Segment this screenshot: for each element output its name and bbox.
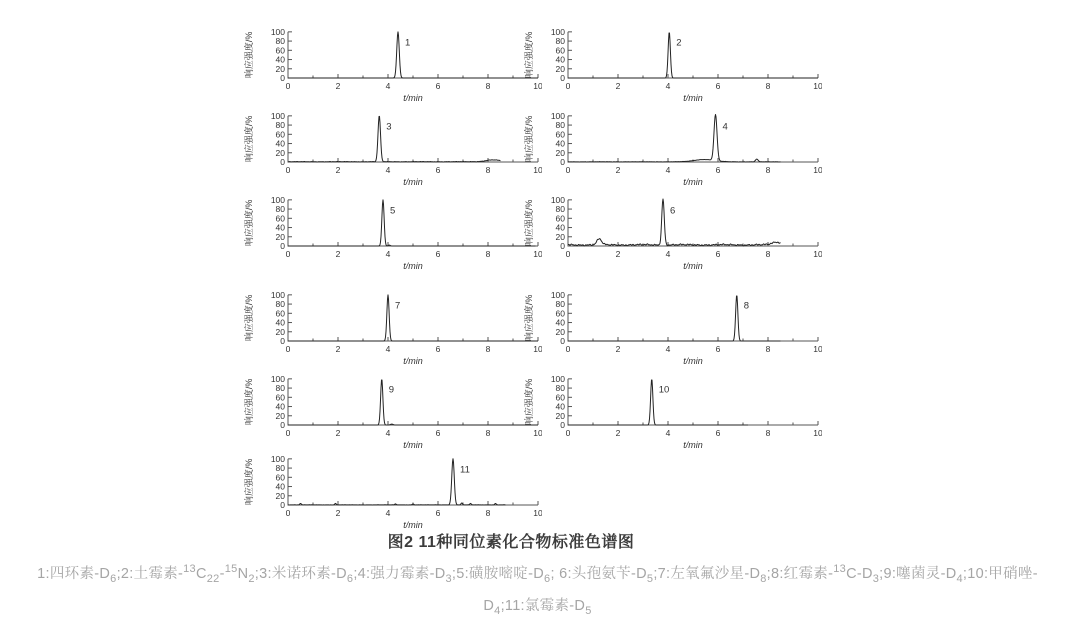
peak-number-label: 10 bbox=[658, 384, 670, 396]
svg-text:2: 2 bbox=[335, 165, 341, 175]
svg-text:6: 6 bbox=[715, 81, 721, 91]
svg-text:4: 4 bbox=[665, 249, 671, 259]
legend-text-segment: ;7:左氧氟沙星-D bbox=[653, 566, 761, 582]
y-axis-label: 响应强度/% bbox=[524, 31, 534, 79]
svg-text:0: 0 bbox=[565, 344, 571, 354]
svg-text:4: 4 bbox=[385, 81, 391, 91]
svg-text:100: 100 bbox=[550, 373, 565, 384]
chromatogram-svg bbox=[242, 192, 542, 272]
chromatogram-svg bbox=[522, 287, 822, 367]
svg-text:2: 2 bbox=[335, 428, 341, 438]
svg-text:60: 60 bbox=[275, 213, 285, 224]
legend-text-segment: ;8:红霉素- bbox=[766, 566, 834, 582]
svg-text:100: 100 bbox=[270, 289, 285, 300]
svg-text:20: 20 bbox=[555, 231, 565, 242]
svg-text:4: 4 bbox=[385, 165, 391, 175]
svg-text:6: 6 bbox=[715, 165, 721, 175]
svg-text:100: 100 bbox=[270, 110, 285, 121]
svg-text:20: 20 bbox=[555, 326, 565, 337]
svg-text:0: 0 bbox=[280, 420, 285, 430]
svg-text:40: 40 bbox=[275, 401, 285, 412]
svg-text:80: 80 bbox=[275, 383, 285, 394]
svg-text:0: 0 bbox=[560, 420, 565, 430]
svg-text:80: 80 bbox=[555, 36, 565, 47]
legend-text-segment: 3 bbox=[445, 572, 452, 585]
svg-text:0: 0 bbox=[565, 165, 571, 175]
svg-text:100: 100 bbox=[550, 26, 565, 37]
legend-text-segment: 4 bbox=[494, 604, 501, 617]
chromatogram-svg bbox=[242, 24, 542, 104]
svg-text:8: 8 bbox=[765, 344, 771, 354]
chromatogram-svg bbox=[242, 108, 542, 188]
chromatogram-trace bbox=[288, 200, 536, 246]
svg-text:80: 80 bbox=[555, 299, 565, 310]
chromatogram-subplot-3 bbox=[242, 108, 542, 188]
chromatogram-subplot-8 bbox=[522, 287, 822, 367]
svg-text:100: 100 bbox=[550, 110, 565, 121]
peak-number-label: 3 bbox=[386, 121, 392, 133]
svg-text:100: 100 bbox=[550, 289, 565, 300]
svg-text:10: 10 bbox=[813, 344, 822, 354]
svg-text:60: 60 bbox=[555, 213, 565, 224]
svg-text:20: 20 bbox=[275, 147, 285, 158]
svg-text:40: 40 bbox=[555, 317, 565, 328]
svg-text:2: 2 bbox=[615, 249, 621, 259]
peak-number-label: 2 bbox=[676, 37, 682, 49]
x-axis-label: t/min bbox=[403, 520, 423, 530]
svg-text:0: 0 bbox=[560, 157, 565, 167]
svg-text:4: 4 bbox=[385, 249, 391, 259]
svg-text:8: 8 bbox=[485, 81, 491, 91]
svg-text:6: 6 bbox=[715, 428, 721, 438]
legend-text-segment: C bbox=[195, 566, 207, 582]
svg-text:100: 100 bbox=[550, 194, 565, 205]
peak-number-label: 1 bbox=[405, 37, 411, 49]
svg-text:40: 40 bbox=[275, 222, 285, 233]
y-axis-label: 响应强度/% bbox=[524, 378, 534, 426]
svg-text:60: 60 bbox=[555, 45, 565, 56]
svg-text:8: 8 bbox=[485, 344, 491, 354]
chromatogram-svg bbox=[242, 451, 542, 531]
svg-text:10: 10 bbox=[813, 165, 822, 175]
chromatogram-subplot-7 bbox=[242, 287, 542, 367]
svg-text:10: 10 bbox=[813, 428, 822, 438]
legend-text-segment: 6 bbox=[110, 572, 117, 585]
svg-text:6: 6 bbox=[435, 344, 441, 354]
chromatogram-trace bbox=[288, 116, 501, 162]
y-axis-label: 响应强度/% bbox=[244, 115, 254, 163]
svg-text:20: 20 bbox=[275, 410, 285, 421]
svg-text:20: 20 bbox=[275, 326, 285, 337]
svg-text:40: 40 bbox=[275, 481, 285, 492]
chromatogram-subplot-1 bbox=[242, 24, 542, 104]
svg-text:2: 2 bbox=[615, 344, 621, 354]
legend-line-1 bbox=[0, 562, 1075, 585]
legend-text-segment: 6 bbox=[346, 572, 354, 585]
legend-text-segment: 8 bbox=[760, 572, 767, 585]
svg-text:0: 0 bbox=[560, 73, 565, 83]
svg-text:0: 0 bbox=[280, 157, 285, 167]
svg-text:8: 8 bbox=[485, 508, 491, 518]
x-axis-label: t/min bbox=[403, 440, 423, 450]
legend-text-segment: ;5:磺胺嘧啶-D bbox=[451, 566, 545, 582]
svg-text:8: 8 bbox=[485, 249, 491, 259]
svg-text:6: 6 bbox=[435, 508, 441, 518]
y-axis-label: 响应强度/% bbox=[244, 294, 254, 342]
svg-text:6: 6 bbox=[435, 81, 441, 91]
svg-text:2: 2 bbox=[615, 428, 621, 438]
svg-text:2: 2 bbox=[335, 249, 341, 259]
svg-text:8: 8 bbox=[765, 81, 771, 91]
svg-text:80: 80 bbox=[555, 383, 565, 394]
svg-text:8: 8 bbox=[485, 428, 491, 438]
svg-text:4: 4 bbox=[665, 165, 671, 175]
svg-text:80: 80 bbox=[275, 463, 285, 474]
chromatogram-trace bbox=[288, 459, 506, 505]
legend-text-segment: ;4:强力霉素-D bbox=[353, 566, 446, 582]
svg-text:0: 0 bbox=[565, 249, 571, 259]
legend-text-segment: 5 bbox=[646, 572, 654, 585]
chromatogram-subplot-10 bbox=[522, 371, 822, 451]
peak-number-label: 5 bbox=[390, 205, 396, 217]
svg-text:0: 0 bbox=[280, 73, 285, 83]
svg-text:6: 6 bbox=[435, 249, 441, 259]
svg-text:60: 60 bbox=[555, 129, 565, 140]
legend-line-2 bbox=[0, 594, 1075, 617]
svg-text:0: 0 bbox=[285, 428, 291, 438]
x-axis-label: t/min bbox=[403, 93, 423, 103]
svg-text:4: 4 bbox=[665, 81, 671, 91]
legend-text-segment: 13 bbox=[833, 563, 847, 576]
svg-text:0: 0 bbox=[285, 81, 291, 91]
x-axis-label: t/min bbox=[403, 261, 423, 271]
svg-text:0: 0 bbox=[560, 241, 565, 251]
x-axis-label: t/min bbox=[683, 261, 703, 271]
y-axis-label: 响应强度/% bbox=[524, 115, 534, 163]
svg-text:0: 0 bbox=[285, 508, 291, 518]
peak-number-label: 8 bbox=[743, 300, 750, 312]
legend-text-segment: 5 bbox=[585, 604, 592, 617]
svg-text:2: 2 bbox=[335, 344, 341, 354]
svg-text:4: 4 bbox=[385, 344, 391, 354]
chromatogram-svg bbox=[242, 371, 542, 451]
x-axis-label: t/min bbox=[683, 177, 703, 187]
svg-text:2: 2 bbox=[335, 508, 341, 518]
svg-text:0: 0 bbox=[565, 428, 571, 438]
svg-text:40: 40 bbox=[555, 222, 565, 233]
svg-text:0: 0 bbox=[280, 336, 285, 346]
chromatogram-trace bbox=[288, 380, 538, 425]
peak-number-label: 11 bbox=[460, 464, 470, 476]
svg-text:4: 4 bbox=[665, 344, 671, 354]
svg-text:60: 60 bbox=[275, 392, 285, 403]
legend-text-segment: 3 bbox=[872, 572, 880, 585]
y-axis-label: 响应强度/% bbox=[244, 378, 254, 426]
peak-number-label: 6 bbox=[670, 205, 676, 217]
svg-text:4: 4 bbox=[665, 428, 671, 438]
svg-text:60: 60 bbox=[555, 308, 565, 319]
svg-text:60: 60 bbox=[275, 472, 285, 483]
svg-text:10: 10 bbox=[813, 81, 822, 91]
svg-text:4: 4 bbox=[385, 508, 391, 518]
svg-text:100: 100 bbox=[270, 26, 285, 37]
legend-text-segment: ;3:米诺环素-D bbox=[254, 566, 347, 582]
chromatogram-subplot-2 bbox=[522, 24, 822, 104]
chromatogram-trace bbox=[568, 114, 781, 162]
svg-text:6: 6 bbox=[435, 428, 441, 438]
legend-text-segment: 1:四环素-D bbox=[37, 566, 111, 582]
chromatogram-svg bbox=[242, 287, 542, 367]
svg-text:10: 10 bbox=[533, 249, 542, 259]
svg-text:0: 0 bbox=[280, 241, 285, 251]
x-axis-label: t/min bbox=[683, 93, 703, 103]
svg-text:0: 0 bbox=[565, 81, 571, 91]
svg-text:0: 0 bbox=[280, 500, 285, 510]
svg-text:10: 10 bbox=[533, 428, 542, 438]
svg-text:10: 10 bbox=[533, 508, 542, 518]
legend-text-segment: 15 bbox=[224, 563, 238, 576]
svg-text:100: 100 bbox=[270, 194, 285, 205]
svg-text:40: 40 bbox=[275, 138, 285, 149]
svg-text:40: 40 bbox=[555, 401, 565, 412]
x-axis-label: t/min bbox=[403, 177, 423, 187]
svg-text:60: 60 bbox=[555, 392, 565, 403]
peak-number-label: 4 bbox=[722, 121, 728, 133]
y-axis-label: 响应强度/% bbox=[524, 199, 534, 247]
svg-text:8: 8 bbox=[765, 428, 771, 438]
svg-text:20: 20 bbox=[555, 410, 565, 421]
legend-text-segment: 2 bbox=[248, 572, 255, 585]
chromatogram-subplot-4 bbox=[522, 108, 822, 188]
x-axis-label: t/min bbox=[683, 356, 703, 366]
legend-text-segment: D bbox=[483, 598, 495, 614]
svg-text:10: 10 bbox=[533, 165, 542, 175]
chromatogram-trace bbox=[568, 33, 818, 78]
legend-text-segment: N bbox=[237, 566, 249, 582]
peak-number-label: 9 bbox=[388, 384, 395, 396]
svg-text:60: 60 bbox=[275, 129, 285, 140]
chromatogram-trace bbox=[288, 295, 538, 341]
svg-text:80: 80 bbox=[275, 36, 285, 47]
svg-text:20: 20 bbox=[275, 231, 285, 242]
svg-text:2: 2 bbox=[615, 81, 621, 91]
svg-text:2: 2 bbox=[335, 81, 341, 91]
svg-text:20: 20 bbox=[555, 63, 565, 74]
svg-text:40: 40 bbox=[275, 317, 285, 328]
svg-text:10: 10 bbox=[533, 344, 542, 354]
svg-text:100: 100 bbox=[270, 373, 285, 384]
svg-text:10: 10 bbox=[533, 81, 542, 91]
x-axis-label: t/min bbox=[683, 440, 703, 450]
svg-text:4: 4 bbox=[385, 428, 391, 438]
svg-text:100: 100 bbox=[270, 453, 285, 464]
svg-text:20: 20 bbox=[275, 490, 285, 501]
svg-text:40: 40 bbox=[555, 138, 565, 149]
svg-text:0: 0 bbox=[285, 344, 291, 354]
svg-text:20: 20 bbox=[275, 63, 285, 74]
legend-text-segment: ;2:土霉素- bbox=[116, 566, 184, 582]
svg-text:60: 60 bbox=[275, 45, 285, 56]
svg-text:6: 6 bbox=[715, 249, 721, 259]
legend-text-segment: ; 6:头孢氨苄-D bbox=[550, 566, 647, 582]
svg-text:40: 40 bbox=[275, 54, 285, 65]
legend-text-segment: 4 bbox=[956, 572, 963, 585]
chromatogram-subplot-5 bbox=[242, 192, 542, 272]
svg-text:0: 0 bbox=[285, 165, 291, 175]
chromatogram-svg bbox=[522, 371, 822, 451]
peak-number-label: 7 bbox=[395, 300, 401, 312]
svg-text:60: 60 bbox=[275, 308, 285, 319]
legend-text-segment: ;9:噻菌灵-D bbox=[879, 566, 957, 582]
svg-text:6: 6 bbox=[715, 344, 721, 354]
legend-text-segment: 13 bbox=[183, 563, 196, 576]
svg-text:2: 2 bbox=[615, 165, 621, 175]
legend-text-segment: 22 bbox=[206, 572, 220, 585]
y-axis-label: 响应强度/% bbox=[244, 199, 254, 247]
y-axis-label: 响应强度/% bbox=[244, 31, 254, 79]
svg-text:8: 8 bbox=[485, 165, 491, 175]
chromatogram-subplot-9 bbox=[242, 371, 542, 451]
legend-text-segment: ;11:氯霉素-D bbox=[500, 598, 586, 614]
y-axis-label: 响应强度/% bbox=[244, 458, 254, 506]
chromatogram-svg bbox=[522, 192, 822, 272]
svg-text:80: 80 bbox=[275, 299, 285, 310]
legend-text-segment: C-D bbox=[846, 566, 873, 582]
svg-text:20: 20 bbox=[555, 147, 565, 158]
chromatogram-trace bbox=[288, 32, 538, 78]
svg-text:8: 8 bbox=[765, 249, 771, 259]
svg-text:80: 80 bbox=[555, 120, 565, 131]
legend-text-segment: - bbox=[219, 566, 225, 582]
x-axis-label: t/min bbox=[403, 356, 423, 366]
legend-text-segment: ;10:甲硝唑- bbox=[962, 566, 1038, 582]
svg-text:0: 0 bbox=[560, 336, 565, 346]
legend-text-segment: 6 bbox=[544, 572, 551, 585]
svg-text:8: 8 bbox=[765, 165, 771, 175]
svg-text:10: 10 bbox=[813, 249, 822, 259]
svg-text:40: 40 bbox=[555, 54, 565, 65]
figure-caption: 图2 11种同位素化合物标准色谱图 bbox=[387, 534, 635, 551]
chromatogram-svg bbox=[522, 108, 822, 188]
svg-text:0: 0 bbox=[285, 249, 291, 259]
chromatogram-subplot-6 bbox=[522, 192, 822, 272]
svg-text:80: 80 bbox=[555, 204, 565, 215]
chromatogram-svg bbox=[522, 24, 822, 104]
chromatogram-subplot-11 bbox=[242, 451, 542, 531]
svg-text:80: 80 bbox=[275, 204, 285, 215]
y-axis-label: 响应强度/% bbox=[524, 294, 534, 342]
svg-text:80: 80 bbox=[275, 120, 285, 131]
svg-text:6: 6 bbox=[435, 165, 441, 175]
